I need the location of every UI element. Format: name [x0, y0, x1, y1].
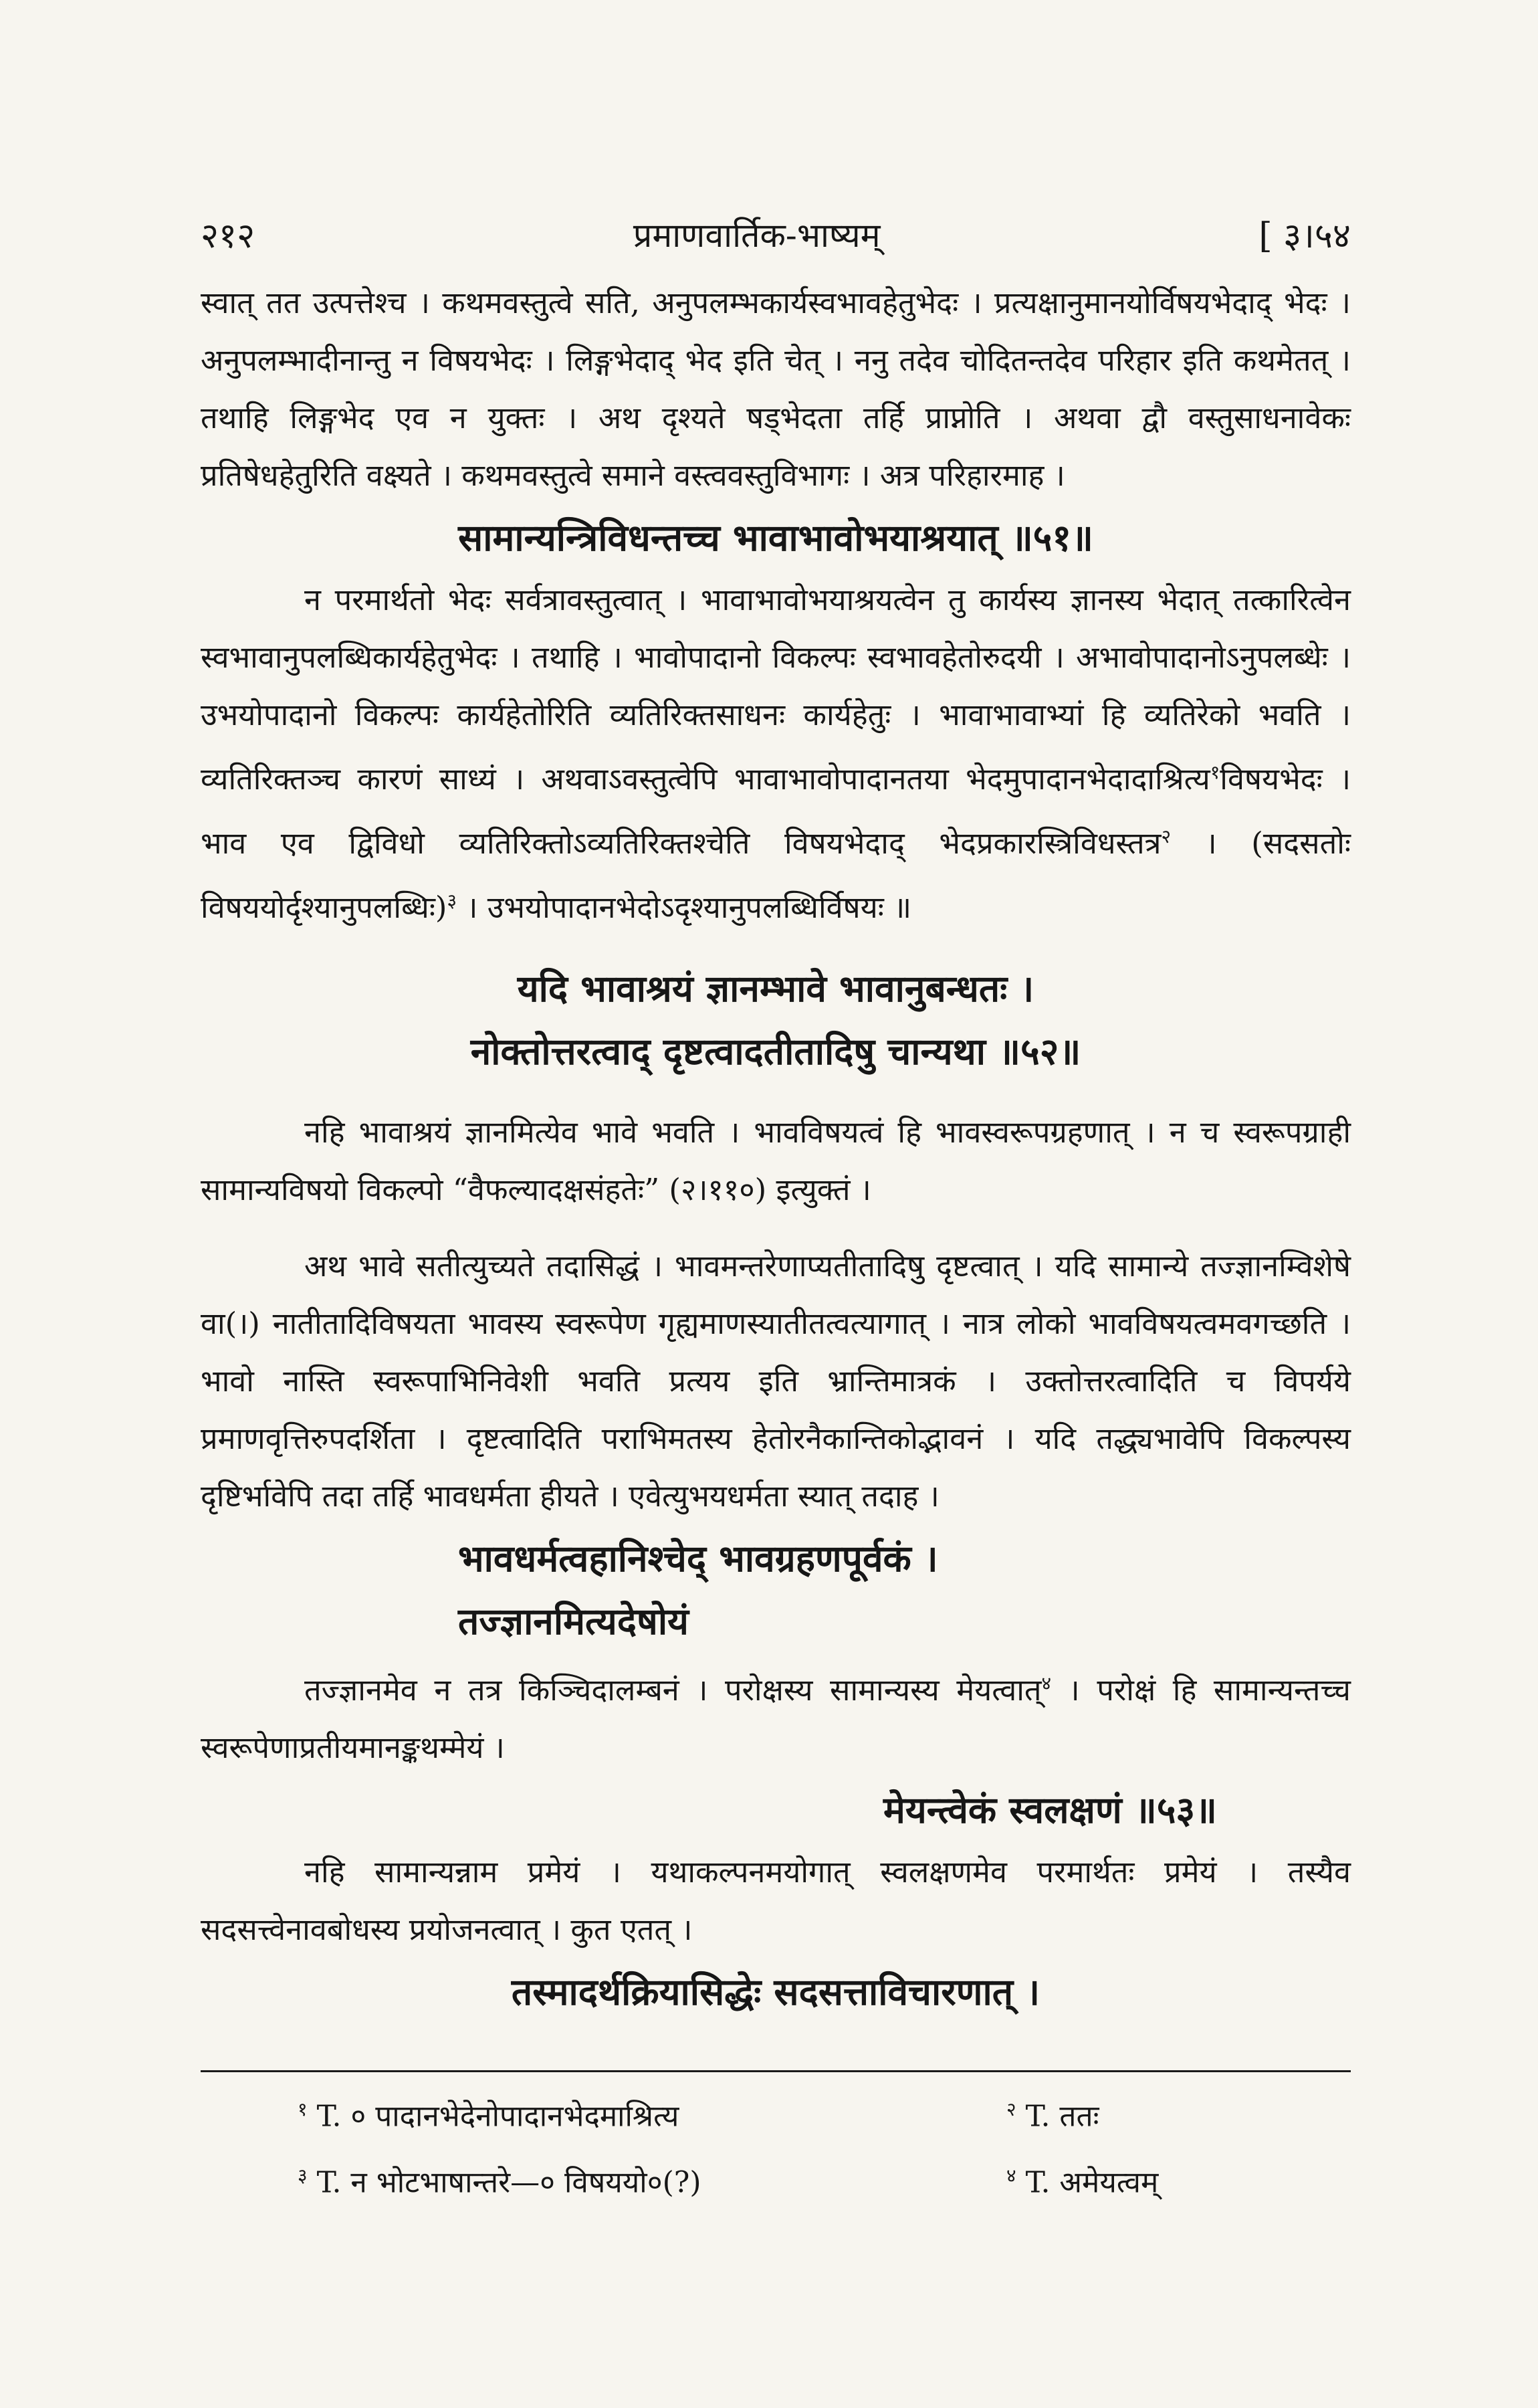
paragraph-5: [201, 1655, 1351, 1777]
paragraph-5-text-a: तज्ज्ञानमेव न तत्र किञ्चिदालम्बनं । परोक्षस्य सामान्यस्य मेयत्वात्: [304, 1672, 1042, 1708]
footnote-mark-3: ३: [447, 890, 457, 912]
paragraph-3: नहि भावाश्रयं ज्ञानमित्येव भावे भवति । भावविषयत्वं हि भावस्वरूपग्रहणात् । न च स्वरूपग्राही सामान्यविषयो विकल्पो “वैफल्यादक्षसंहतेः” (२।११०) इत्युक्तं ।: [201, 1114, 1351, 1207]
paragraph-2-text-a: न परमार्थतो भेदः सर्वत्रावस्तुत्वात् । भावाभावोभयाश्रयत्वेन तु कार्यस्य ज्ञानस्य भेदात् तत्कारित्वेन स्वभावानुपलब्धिकार्यहेतुभेदः । तथाहि । भावोपादानो विकल्पः स्वभावहेतोरुदयी । अभावोपादानोऽनुपलब्धेः । उभयोपादानो विकल्पः कार्यहेतोरिति व्यतिरिक्तसाधनः कार्यहेतुः । भावाभावाभ्यां हि व्यतिरेको भवति । व्यतिरिक्तञ्च कारणं साध्यं । अथवाऽवस्तुत्वेपि भावाभावोपादानतया भेदमुपादानभेदादाश्रित्य: [201, 582, 1351, 797]
paragraph-2-text-d: । उभयोपादानभेदोऽदृश्यानुपलब्धिर्विषयः ॥: [457, 890, 912, 925]
paragraph-2: [201, 571, 1351, 936]
paragraph-2-text-b: विषयभेदः । भाव एव द्विविधो व्यतिरिक्तोऽव्यतिरिक्तश्चेति विषयभेदाद् भेदप्रकारस्त्रिविधस्तत्र: [201, 761, 1351, 861]
footnote-mark-2: २: [1161, 825, 1172, 847]
section-reference: [ ३।५४: [1258, 215, 1351, 256]
paragraph-4: अथ भावे सतीत्युच्यते तदासिद्धं । भावमन्तरेणाप्यतीतादिषु दृष्टत्वात् । यदि सामान्ये तज्ज्ञानम्विशेषे वा(।) नातीतादिविषयता भावस्य स्वरूपेण गृह्यमाणस्यातीतत्वत्यागात् । नात्र लोको भावविषयत्वमवगच्छति । भावो नास्ति स्वरूपाभिनिवेशी भवति प्रत्यय इति भ्रान्तिमात्रकं । उक्तोत्तरत्वादिति च विपर्यये प्रमाणवृत्तिरुपदर्शिता । दृष्टत्वादिति पराभिमतस्य हेतोरनैकान्तिकोद्भावनं । यदि तद्ध्यभावेपि विकल्पस्य दृष्टिर्भावेपि तदा तर्हि भावधर्मता हीयते । एवेत्युभयधर्मता स्यात् तदाह ।: [201, 1248, 1351, 1514]
footnote-mark-4: ४: [1041, 1672, 1052, 1694]
footnote-2: $^२$ T. ततः: [1006, 2098, 1099, 2134]
footnotes: [298, 2080, 1341, 2212]
paragraph-5-text-b: । परोक्षं हि सामान्यन्तच्च स्वरूपेणाप्रतीयमानङ्कथम्मेयं ।: [201, 1672, 1351, 1765]
verse-51: सामान्यन्त्रिविधन्तच्च भावाभावोभयाश्रयात् ॥५१॥: [458, 516, 1093, 559]
verse-54-line-1: तस्मादर्थक्रियासिद्धेः सदसत्ताविचारणात् ।: [511, 1970, 1040, 2013]
verse-52-line-1: यदि भावाश्रयं ज्ञानम्भावे भावानुबन्धतः ।: [517, 967, 1034, 1010]
paragraph-6: नहि सामान्यन्नाम प्रमेयं । यथाकल्पनमयोगात् स्वलक्षणमेव परमार्थतः प्रमेयं । तस्यैव सदसत्त्वेनावबोधस्य प्रयोजनत्वात् । कुत एतत् ।: [201, 1854, 1351, 1947]
verse-53-line-3: मेयन्त्वेकं स्वलक्षणं ॥५३॥: [883, 1788, 1217, 1831]
paragraph-2-text-c: । (सदसतोः विषययोर्दृश्यानुपलब्धिः): [201, 825, 1351, 925]
page-number: २१२: [201, 215, 255, 256]
paragraph-1: स्वात् तत उत्पत्तेश्च । कथमवस्तुत्वे सति, अनुपलम्भकार्यस्वभावहेतुभेदः । प्रत्यक्षानुमानयोर्विषयभेदाद् भेदः । अनुपलम्भादीनान्तु न विषयभेदः । लिङ्गभेदाद् भेद इति चेत् । ननु तदेव चोदितन्तदेव परिहार इति कथमेतत् । तथाहि लिङ्गभेद एव न युक्तः । अथ दृश्यते षड्भेदता तर्हि प्राप्नोति । अथवा द्वौ वस्तुसाधनावेकः प्रतिषेधहेतुरिति वक्ष्यते । कथमवस्तुत्वे समाने वस्त्ववस्तुविभागः । अत्र परिहारमाह ।: [201, 285, 1351, 493]
footnote-4: $^४$ T. अमेयत्वम्: [1006, 2164, 1159, 2200]
page-header: [201, 204, 1351, 264]
footnote-3: $^३$ T. न भोटभाषान्तरे—० विषययो०(?): [298, 2164, 701, 2200]
footnote-mark-1: १: [1210, 761, 1220, 783]
verse-53-line-2: तज्ज्ञानमित्यदेषोयं: [458, 1599, 689, 1643]
running-title: प्रमाणवार्तिक-भाष्यम्: [633, 216, 881, 255]
footnote-1: $^१$ T. ० पादानभेदेनोपादानभेदमाश्रित्य: [298, 2098, 679, 2134]
main-text: [201, 274, 1351, 2025]
footnote-divider: [201, 2070, 1351, 2072]
verse-52-line-2: नोक्तोत्तरत्वाद् दृष्टत्वादतीतादिषु चान्यथा ॥५२॥: [470, 1029, 1081, 1073]
verse-53-line-1: भावधर्मत्वहानिश्चेद् भावग्रहणपूर्वकं ।: [458, 1536, 938, 1580]
